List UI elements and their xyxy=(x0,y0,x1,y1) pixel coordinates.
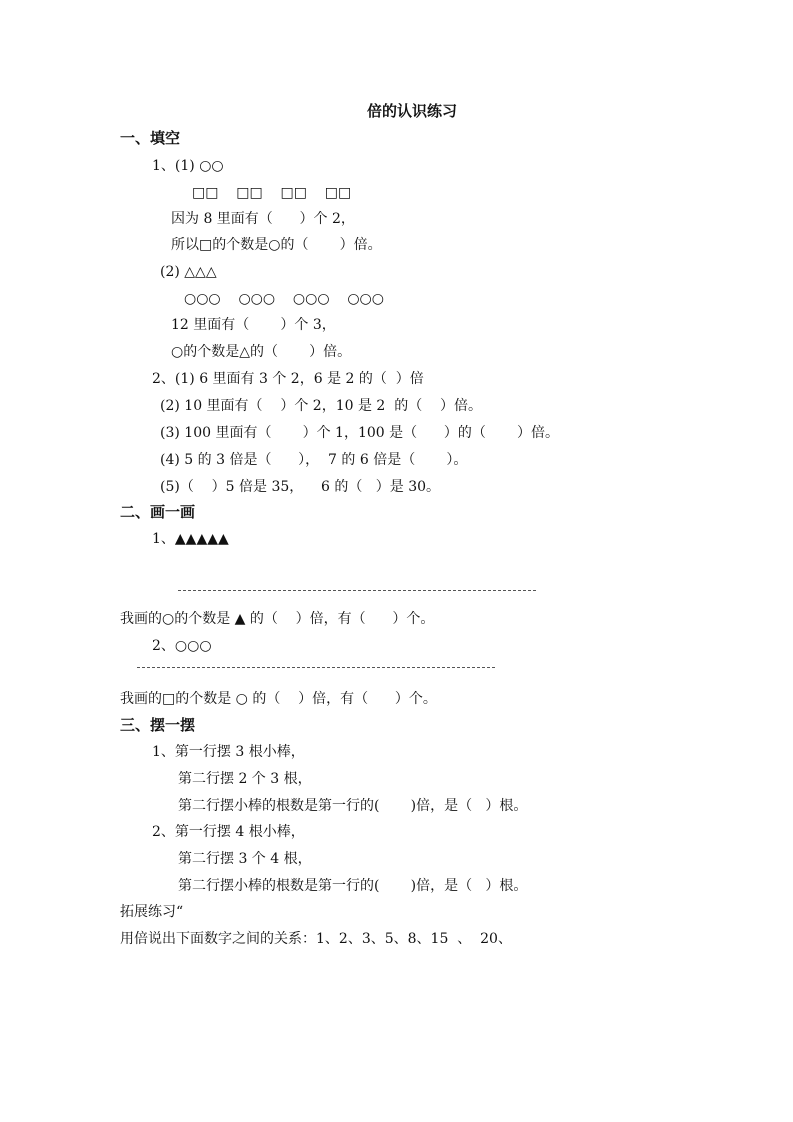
q1-1-squares: □□ □□ □□ □□ xyxy=(192,185,352,201)
q1-2-circles: ○○○ ○○○ ○○○ ○○○ xyxy=(184,291,384,307)
draw-2-answer-line xyxy=(137,667,495,668)
q1-1-line1: 因为 8 里面有（ ）个 2， xyxy=(171,211,355,227)
arrange-2-line2: 第二行摆 3 个 4 根， xyxy=(178,851,312,867)
section-heading-fill: 一、填空 xyxy=(120,129,181,147)
draw-1-triangles: 1、▲▲▲▲▲ xyxy=(152,531,229,547)
q1-2-line1: 12 里面有（ ）个 3， xyxy=(171,317,336,333)
draw-1-sentence: 我画的○的个数是 ▲ 的（ ）倍，有（ ）个。 xyxy=(120,611,435,627)
draw-2-circles: 2、○○○ xyxy=(152,638,212,654)
draw-2-sentence: 我画的□的个数是 ○ 的（ ）倍，有（ ）个。 xyxy=(120,691,437,707)
q1-1-line2: 所以□的个数是○的（ ）倍。 xyxy=(171,237,382,253)
q2-2: (2) 10 里面有（ ）个 2，10 是 2 的（ ）倍。 xyxy=(160,398,483,414)
arrange-1-line1: 1、第一行摆 3 根小棒， xyxy=(152,744,305,760)
q1-2-triangles: (2) △△△ xyxy=(160,264,217,280)
q2-5: (5)（ ）5 倍是 35， 6 的（ ）是 30。 xyxy=(160,479,441,495)
q2-4: (4) 5 的 3 倍是（ ）， 7 的 6 倍是（ ）。 xyxy=(160,452,468,468)
q1-1-circles: 1、(1) ○○ xyxy=(152,158,224,174)
q1-2-line2: ○的个数是△的（ ）倍。 xyxy=(171,344,352,360)
arrange-1-line3: 第二行摆小棒的根数是第一行的( )倍，是（ ）根。 xyxy=(178,798,528,814)
page-title: 倍的认识练习 xyxy=(367,102,458,120)
section-heading-arrange: 三、摆一摆 xyxy=(120,716,196,734)
arrange-2-line3: 第二行摆小棒的根数是第一行的( )倍，是（ ）根。 xyxy=(178,878,528,894)
arrange-1-line2: 第二行摆 2 个 3 根， xyxy=(178,771,312,787)
arrange-2-line1: 2、第一行摆 4 根小棒， xyxy=(152,824,305,840)
q2-3: (3) 100 里面有（ ）个 1，100 是（ ）的（ ）倍。 xyxy=(160,425,559,441)
extension-question: 用倍说出下面数字之间的关系：1、2、3、5、8、15 、 20、 xyxy=(120,931,512,947)
extension-heading: 拓展练习“ xyxy=(120,904,184,920)
draw-1-answer-line xyxy=(178,590,536,591)
q2-1: 2、(1) 6 里面有 3 个 2，6 是 2 的（ ）倍 xyxy=(152,371,424,387)
section-heading-draw: 二、画一画 xyxy=(120,503,196,521)
